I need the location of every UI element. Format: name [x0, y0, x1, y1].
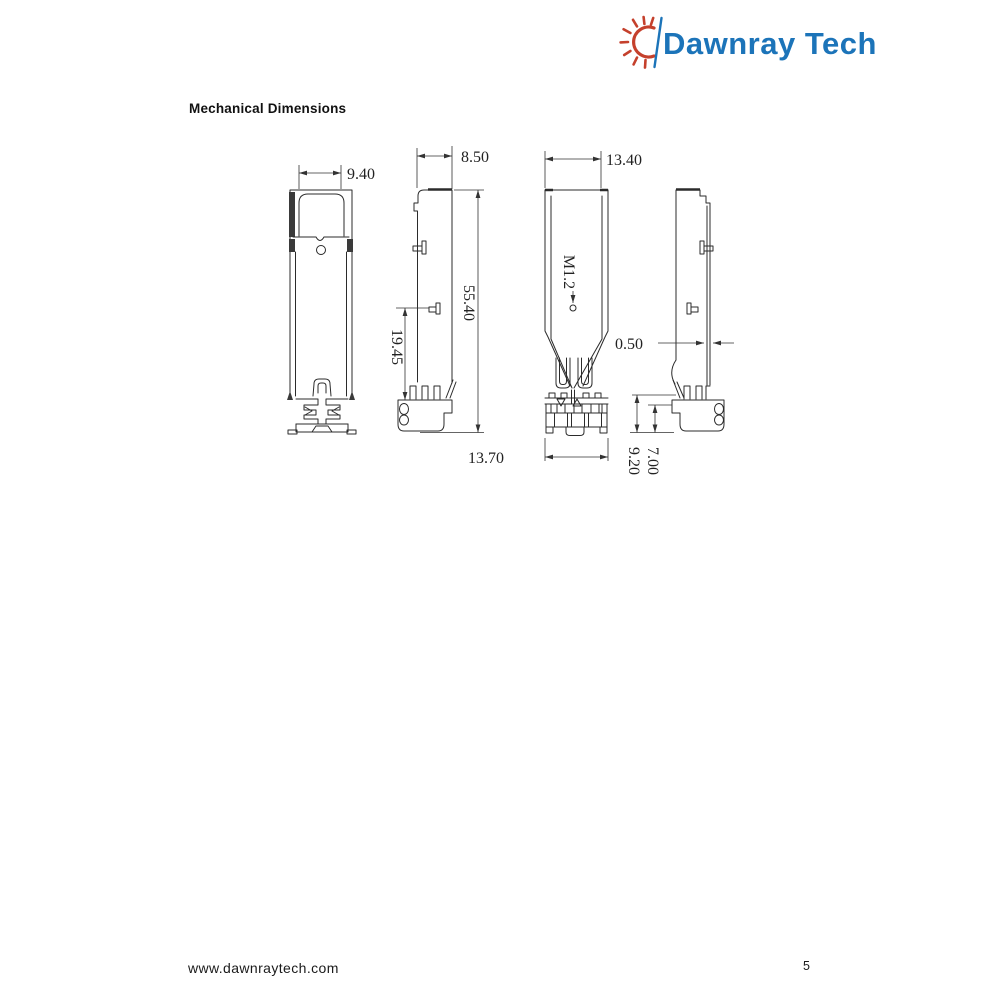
dim-label-bottom-width: 13.70	[468, 450, 504, 467]
dim-label-rear-width: 13.40	[606, 152, 642, 169]
dimension-front-width	[299, 165, 375, 189]
page-title: Mechanical Dimensions	[189, 101, 347, 116]
logo-text: Dawnray Tech	[663, 26, 877, 61]
view-side-right	[615, 190, 734, 476]
dimension-bottom-width	[468, 438, 608, 467]
dimension-side-depth	[417, 146, 489, 189]
dim-label-latch-to-base: 19.45	[388, 329, 405, 365]
dim-label-pin-inner: 7.00	[644, 447, 661, 475]
dim-label-body-length: 55.40	[460, 285, 477, 321]
footer-website: www.dawnraytech.com	[188, 960, 339, 976]
view-rear	[468, 151, 642, 467]
side-hook-upper	[422, 241, 426, 254]
dim-label-thread: M1.2	[560, 254, 577, 290]
thread-callout	[560, 255, 577, 311]
side-hook-lower-right	[687, 303, 691, 314]
view-side-left	[388, 146, 489, 433]
dim-label-wall-thickness: 0.50	[615, 336, 643, 353]
dimension-pin-depths	[625, 395, 676, 475]
thread-hole	[570, 305, 576, 311]
side-hook-upper-right	[700, 241, 704, 254]
page-number: 5	[803, 959, 810, 973]
dim-label-front-width: 9.40	[347, 166, 375, 183]
side-hook-lower	[436, 303, 440, 314]
view-front	[287, 165, 375, 434]
dim-label-side-depth: 8.50	[461, 149, 489, 166]
dimension-wall-thickness	[615, 336, 734, 353]
dimension-rear-width	[545, 151, 642, 188]
front-hole	[317, 246, 326, 255]
dim-label-pin-outer: 9.20	[625, 447, 642, 475]
